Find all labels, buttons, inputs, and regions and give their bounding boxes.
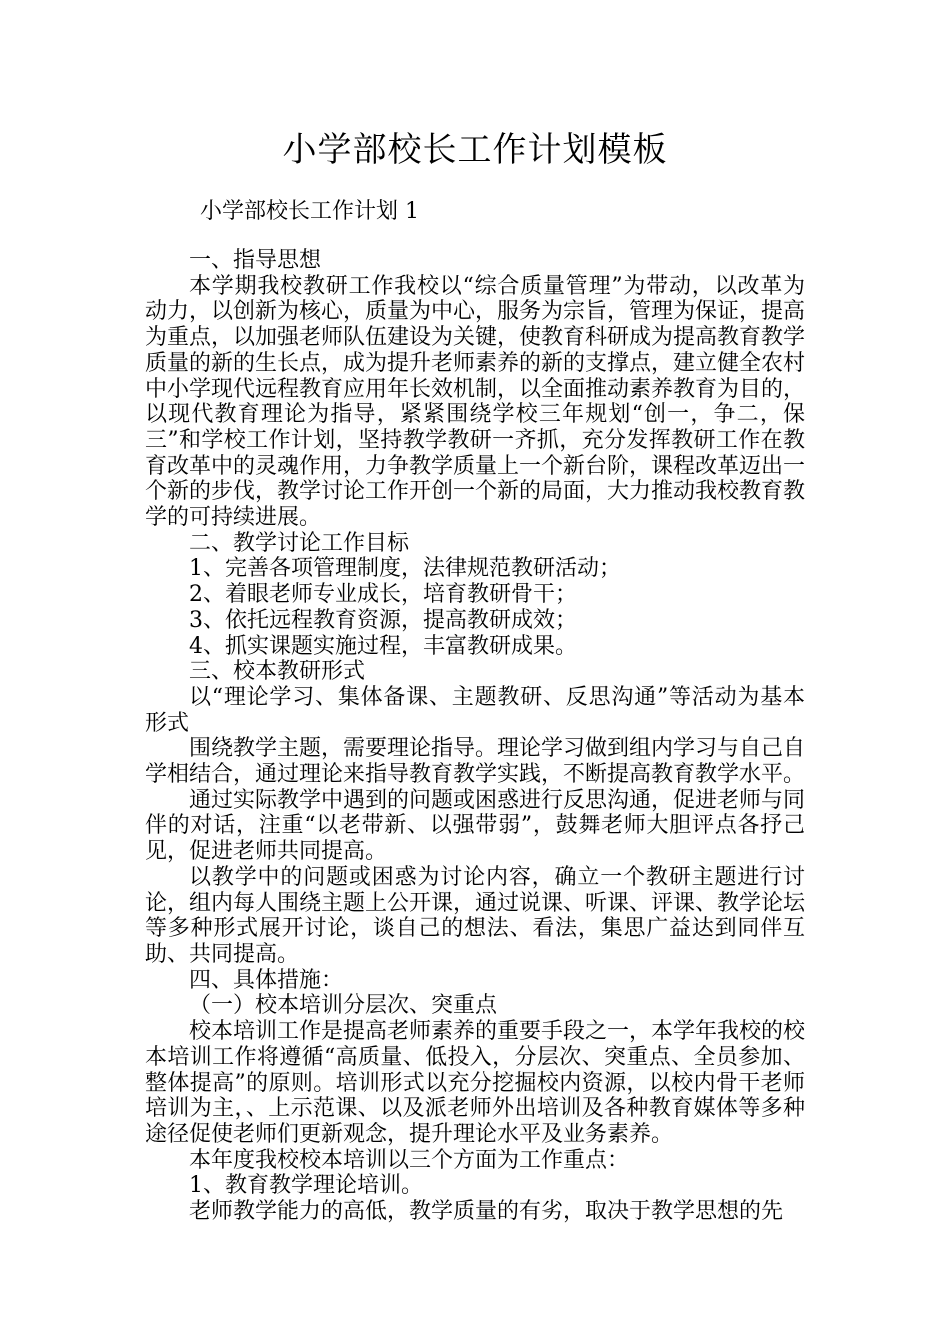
section-heading-measures: 四、具体措施： (189, 967, 344, 993)
goal-item: 4、抓实课题实施过程，丰富教研成果。 (189, 633, 577, 659)
goal-item: 3、依托远程教育资源，提高教研成效； (189, 607, 577, 633)
paragraph: 本年度我校校本培训以三个方面为工作重点： (189, 1147, 630, 1173)
paragraph: 通过实际教学中遇到的问题或困惑进行反思沟通，促进老师与同伴的对话，注重“以老带新、以强带弱”，鼓舞老师大胆评点各抒己见，促进老师共同提高。 (145, 787, 806, 865)
document-title: 小学部校长工作计划模板 (282, 130, 668, 170)
document-body (145, 248, 805, 1225)
paragraph-guiding-thought: 本学期我校教研工作我校以“综合质量管理”为带动，以改革为动力，以创新为核心，质量为中心，服务为宗旨，管理为保证，提高为重点，以加强老师队伍建设为关键，使教育科研成为提高教育教学质量的新的生长点，成为提升老师素养的新的支撑点，建立健全农村中小学现代远程教育应用年长效机制，以全面推动素养教育为目的，以现代教育理论为指导，紧紧围绕学校三年规划“创一，争二，保三”和学校工作计划，坚持教学教研一齐抓，充分发挥教研工作在教育改革中的灵魂作用，力争教学质量上一个新台阶，课程改革迈出一个新的步伐，教学讨论工作开创一个新的局面，大力推动我校教育教学的可持续进展。 (145, 273, 806, 531)
paragraph: 以教学中的问题或困惑为讨论内容，确立一个教研主题进行讨论，组内每人围绕主题上公开课，通过说课、听课、评课、教学论坛等多种形式展开讨论，谈自己的想法、看法，集思广益达到同伴互助、共同提高。 (145, 864, 806, 967)
goal-item: 1、完善各项管理制度，法律规范教研活动； (189, 556, 621, 582)
section-heading-goals: 二、教学讨论工作目标 (189, 530, 410, 556)
goal-item: 2、着眼老师专业成长，培育教研骨干； (189, 582, 577, 608)
list-item: 1、教育教学理论培训。 (189, 1173, 423, 1199)
section-heading-guiding-thought: 一、指导思想 (189, 248, 322, 273)
section-heading-forms: 三、校本教研形式 (189, 659, 366, 685)
paragraph: 围绕教学主题，需要理论指导。理论学习做到组内学习与自己自学相结合，通过理论来指导教育教学实践，不断提高教育教学水平。 (145, 736, 806, 788)
paragraph: 校本培训工作是提高老师素养的重要手段之一，本学年我校的校本培训工作将遵循“高质量、低投入，分层次、突重点、全员参加、整体提高”的原则。培训形式以充分挖掘校内资源，以校内骨干老师培训为主，、上示范课、以及派老师外出培训及各种教育媒体等多种途径促使老师们更新观念，提升理论水平及业务素养。 (145, 1019, 806, 1147)
paragraph: 老师教学能力的高低，教学质量的有劣，取决于教学思想的先 (189, 1199, 784, 1225)
document-subtitle: 小学部校长工作计划 1 (200, 199, 419, 224)
paragraph: 以“理论学习、集体备课、主题教研、反思沟通”等活动为基本形式 (145, 684, 805, 736)
subsection-heading: （一）校本培训分层次、突重点 (189, 993, 498, 1019)
